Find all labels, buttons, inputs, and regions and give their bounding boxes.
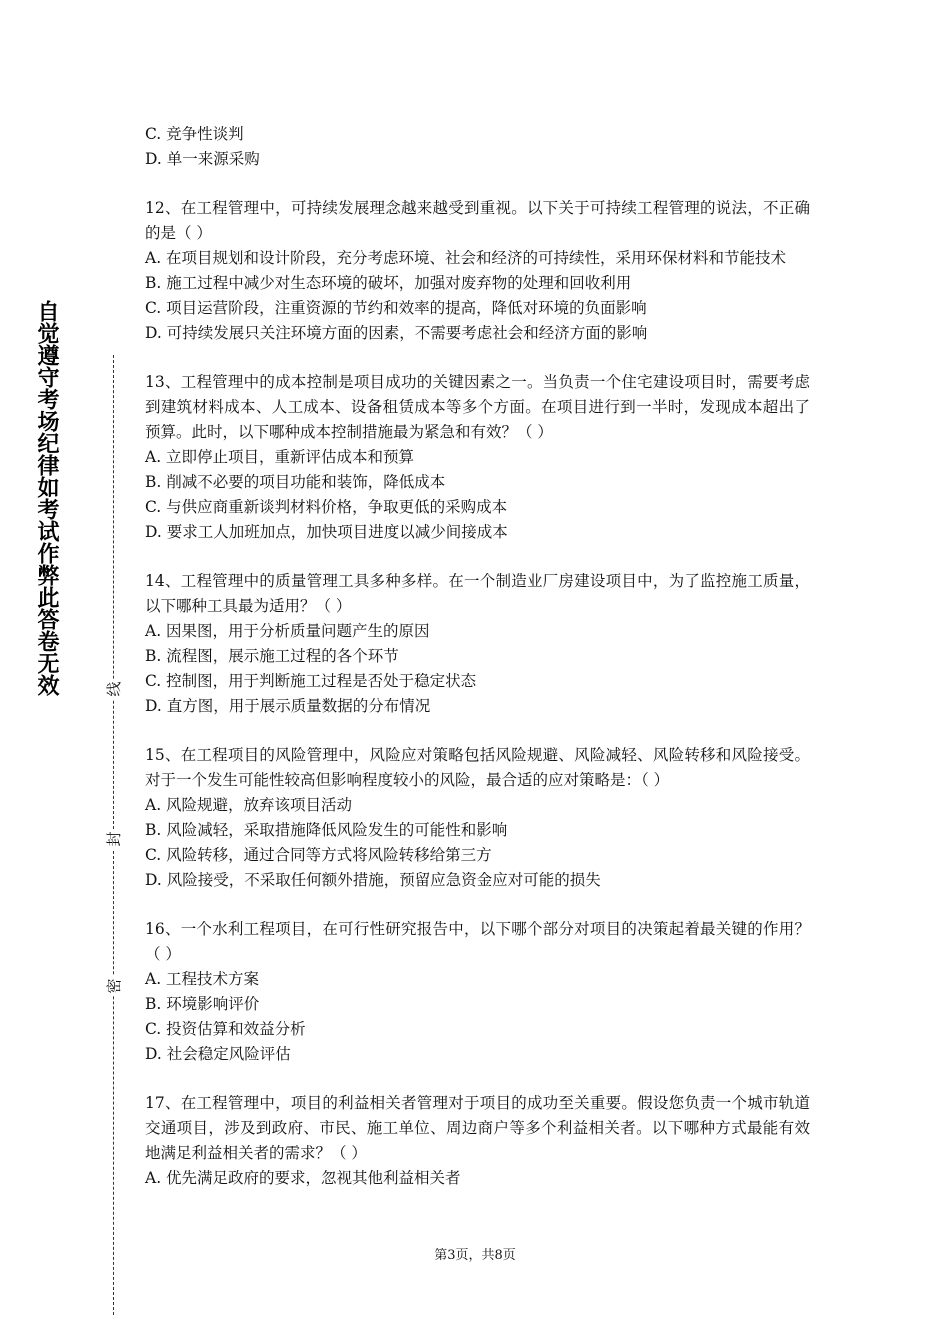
option: D. 风险接受，不采取任何额外措施，预留应急资金应对可能的损失 bbox=[145, 871, 601, 889]
seal-char-feng: 封 bbox=[103, 829, 125, 849]
option: A. 工程技术方案 bbox=[145, 970, 260, 988]
option: A. 因果图，用于分析质量问题产生的原因 bbox=[145, 622, 430, 640]
option: C. 风险转移，通过合同等方式将风险转移给第三方 bbox=[145, 846, 492, 864]
seal-char-xian: 线 bbox=[103, 679, 125, 699]
option: A. 在项目规划和设计阶段，充分考虑环境、社会和经济的可持续性，采用环保材料和节能技术 bbox=[145, 249, 787, 267]
option: D. 直方图，用于展示质量数据的分布情况 bbox=[145, 697, 431, 715]
option: A. 立即停止项目，重新评估成本和预算 bbox=[145, 448, 415, 466]
option: B. 环境影响评价 bbox=[145, 995, 260, 1013]
option: C. 投资估算和效益分析 bbox=[145, 1020, 306, 1038]
option: D. 要求工人加班加点，加快项目进度以减少间接成本 bbox=[145, 523, 508, 541]
question-stem: 16、一个水利工程项目，在可行性研究报告中，以下哪个部分对项目的决策起着最关键的作用？（ ） bbox=[145, 920, 810, 963]
option: C. 项目运营阶段，注重资源的节约和效率的提高，降低对环境的负面影响 bbox=[145, 299, 647, 317]
option: C. 控制图，用于判断施工过程是否处于稳定状态 bbox=[145, 672, 477, 690]
option: C. 竞争性谈判 bbox=[145, 125, 244, 143]
option: A. 风险规避，放弃该项目活动 bbox=[145, 796, 353, 814]
page-number: 第3页，共8页 bbox=[434, 1248, 516, 1263]
question-stem: 13、工程管理中的成本控制是项目成功的关键因素之一。当负责一个住宅建设项目时，需要考虑到建筑材料成本、人工成本、设备租赁成本等多个方面。在项目进行到一半时，发现成本超出了预算。此时，以下哪种成本控制措施最为紧急和有效？（ ） bbox=[145, 373, 810, 441]
option: D. 可持续发展只关注环境方面的因素，不需要考虑社会和经济方面的影响 bbox=[145, 324, 648, 342]
option: D. 单一来源采购 bbox=[145, 150, 260, 168]
question-13 bbox=[145, 370, 810, 545]
exam-content bbox=[145, 122, 810, 1215]
question-17 bbox=[145, 1091, 810, 1191]
question-stem: 14、工程管理中的质量管理工具多种多样。在一个制造业厂房建设项目中，为了监控施工质量，以下哪种工具最为适用？（ ） bbox=[145, 572, 810, 615]
option: B. 削减不必要的项目功能和装饰，降低成本 bbox=[145, 473, 446, 491]
question-stem: 15、在工程项目的风险管理中，风险应对策略包括风险规避、风险减轻、风险转移和风险接受。对于一个发生可能性较高但影响程度较小的风险，最合适的应对策略是：（ ） bbox=[145, 746, 810, 789]
option: D. 社会稳定风险评估 bbox=[145, 1045, 291, 1063]
question-stem: 17、在工程管理中，项目的利益相关者管理对于项目的成功至关重要。假设您负责一个城市轨道交通项目，涉及到政府、市民、施工单位、周边商户等多个利益相关者。以下哪种方式最能有效地满足利益相关者的需求？（ ） bbox=[145, 1094, 810, 1162]
question-11-tail bbox=[145, 122, 810, 172]
option: B. 风险减轻，采取措施降低风险发生的可能性和影响 bbox=[145, 821, 508, 839]
question-15 bbox=[145, 743, 810, 893]
option: C. 与供应商重新谈判材料价格，争取更低的采购成本 bbox=[145, 498, 508, 516]
question-12 bbox=[145, 196, 810, 346]
question-stem: 12、在工程管理中，可持续发展理念越来越受到重视。以下关于可持续工程管理的说法，不正确的是（ ） bbox=[145, 199, 810, 242]
question-14 bbox=[145, 569, 810, 719]
option: B. 流程图，展示施工过程的各个环节 bbox=[145, 647, 399, 665]
option: A. 优先满足政府的要求，忽视其他利益相关者 bbox=[145, 1169, 461, 1187]
option: B. 施工过程中减少对生态环境的破坏，加强对废弃物的处理和回收利用 bbox=[145, 274, 632, 292]
question-16 bbox=[145, 917, 810, 1067]
exam-discipline-warning: 自觉遵守考场纪律如考试作弊此答卷无效 bbox=[34, 300, 59, 696]
seal-char-mi: 密 bbox=[103, 976, 125, 996]
